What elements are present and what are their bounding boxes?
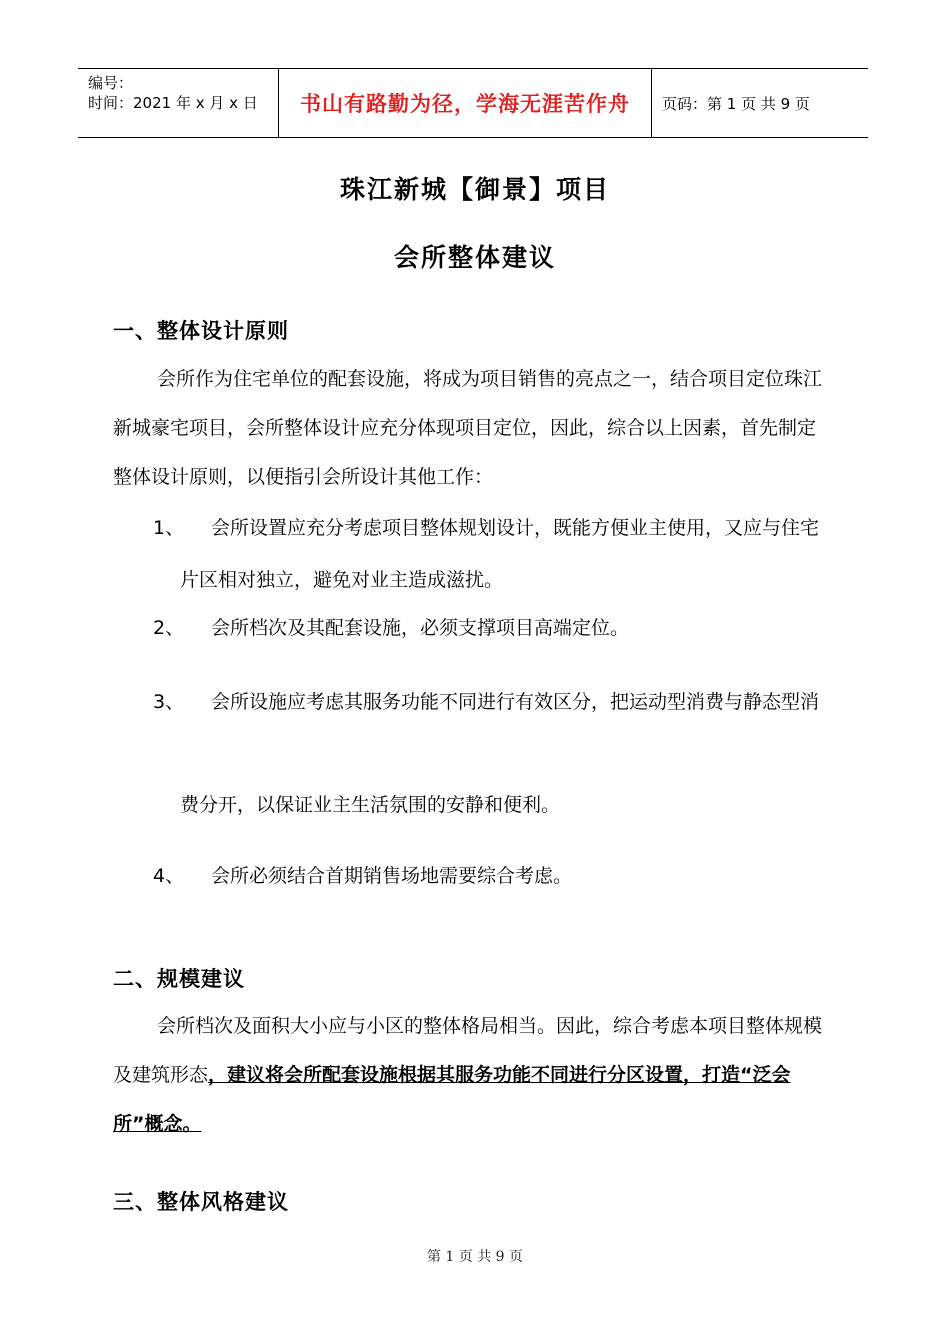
section-1-intro: 会所作为住宅单位的配套设施，将成为项目销售的亮点之一，结合项目定位珠江新城豪宅项目，会所整体设计应充分体现项目定位，因此，综合以上因素，首先制定整体设计原则，以便指引会所设计其他工作： <box>113 368 823 488</box>
section-heading-2: 二、规模建议 <box>113 967 245 991</box>
header-meta <box>78 69 279 137</box>
list-item-3-continuation: 费分开，以保证业主生活氛围的安静和便利。 <box>180 794 561 816</box>
section-2-body <box>113 1002 833 1149</box>
list-item-4 <box>153 851 833 901</box>
list-text: 会所设置应充分考虑项目整体规划设计，既能方便业主使用，又应与住宅 <box>211 517 820 539</box>
list-item-2 <box>153 603 833 653</box>
doc-title: 珠江新城【御景】项目 <box>339 175 610 204</box>
list-number: 3、 <box>153 691 185 713</box>
header-number: 编号： <box>88 74 134 92</box>
list-item-1 <box>153 503 833 553</box>
doc-subtitle: 会所整体建议 <box>393 243 556 272</box>
list-number: 1、 <box>153 517 185 539</box>
header-page-label: 页码：第 1 页 共 9 页 <box>662 94 810 113</box>
page-footer: 第 1 页 共 9 页 <box>426 1249 524 1265</box>
section-2-text: 会所档次及面积大小应与小区的整体格局相当。因此，综合考虑本项目整体规模及建筑形态 <box>113 1015 823 1086</box>
header-motto-cell <box>279 69 652 137</box>
list-text: 会所必须结合首期销售场地需要综合考虑。 <box>211 865 573 887</box>
header-time: 时间：2021 年 x 月 x 日 <box>88 94 258 112</box>
section-heading-3: 三、整体风格建议 <box>113 1190 289 1214</box>
list-number: 4、 <box>153 865 185 887</box>
header-motto: 书山有路勤为径，学海无涯苦作舟 <box>300 91 630 116</box>
header-page <box>652 69 868 137</box>
list-number: 2、 <box>153 617 185 639</box>
list-text: 会所档次及其配套设施，必须支撑项目高端定位。 <box>211 617 630 639</box>
list-item-1-continuation: 片区相对独立，避免对业主造成滋扰。 <box>180 569 504 591</box>
list-text: 会所设施应考虑其服务功能不同进行有效区分，把运动型消费与静态型消 <box>211 691 820 713</box>
section-2-emphasis: ，建议将会所配套设施根据其服务功能不同进行分区设置，打造“泛会所”概念。 <box>113 1064 791 1135</box>
section-heading-1: 一、整体设计原则 <box>113 319 289 343</box>
document-header <box>78 68 868 138</box>
list-item-3 <box>153 677 833 727</box>
